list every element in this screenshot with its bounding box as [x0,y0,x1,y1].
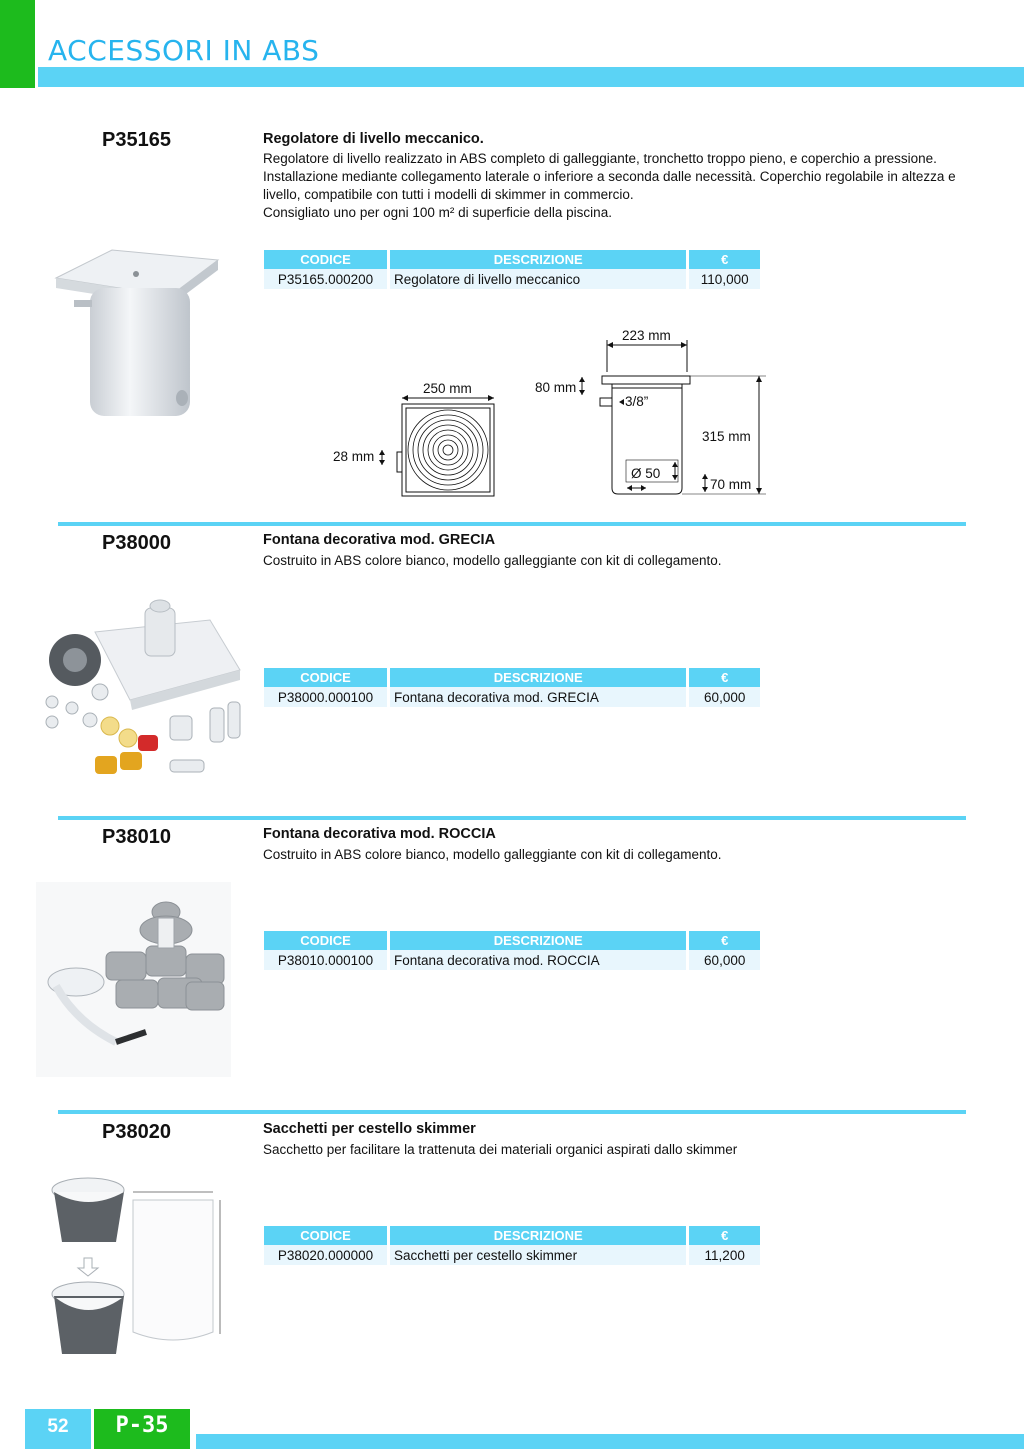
cell-descrizione: Fontana decorativa mod. ROCCIA [390,950,686,970]
header-codice: CODICE [264,1226,387,1245]
description-line: Consigliato uno per ogni 100 m² di superficie della piscina. [263,205,612,220]
cell-descrizione: Fontana decorativa mod. GRECIA [390,687,686,707]
price-table [261,1226,763,1265]
product-image-fountain-grecia [40,580,245,785]
description-line: Costruito in ABS colore bianco, modello galleggiante con kit di collegamento. [263,553,722,568]
cell-prezzo: 60,000 [689,950,760,970]
page-number: 52 [25,1409,91,1449]
dim-side: 28 mm [333,449,375,464]
table-row [264,950,760,970]
header-prezzo: € [689,668,760,687]
table-row [264,269,760,289]
header-prezzo: € [689,931,760,950]
product-title: Fontana decorativa mod. ROCCIA [263,826,496,842]
dim-thread: 3/8” [625,394,649,409]
cell-prezzo: 110,000 [689,269,760,289]
header-codice: CODICE [264,250,387,269]
dim-diameter-top: 223 mm [622,328,671,343]
product-title: Sacchetti per cestello skimmer [263,1121,476,1137]
description-line: Costruito in ABS colore bianco, modello galleggiante con kit di collegamento. [263,847,722,862]
cell-codice: P38000.000100 [264,687,387,707]
price-table [261,931,763,970]
page-title: ACCESSORI IN ABS [48,34,320,67]
dim-pipe: Ø 50 [631,466,661,481]
product-code: P38000 [102,532,171,554]
product-code: P38020 [102,1121,171,1143]
header-green-block [0,0,35,88]
description-line: Regolatore di livello realizzato in ABS completo di galleggiante, tronchetto troppo pieno, e coperchio a pressione. [263,151,937,166]
section-code: P-35 [94,1409,190,1449]
dim-width-top: 250 mm [423,381,472,396]
description-line: Sacchetto per facilitare la trattenuta dei materiali organici aspirati dallo skimmer [263,1142,738,1157]
header-descrizione: DESCRIZIONE [390,250,686,269]
description-line: Installazione mediante collegamento laterale o inferiore a seconda dalle necessità. Coperchio regolabile in altezza e livello, compatibile con tutti i modelli di skimmer in commercio. [263,169,956,202]
dim-collar: 80 mm [535,380,577,395]
header-prezzo: € [689,250,760,269]
header-codice: CODICE [264,668,387,687]
product-title: Fontana decorativa mod. GRECIA [263,532,496,548]
product-description [263,150,973,222]
header-codice: CODICE [264,931,387,950]
table-row [264,1245,760,1265]
cell-descrizione: Regolatore di livello meccanico [390,269,686,289]
product-image-skimmer-bags [48,1172,238,1364]
cell-codice: P38020.000000 [264,1245,387,1265]
product-description [263,552,973,570]
header-descrizione: DESCRIZIONE [390,931,686,950]
section-separator [58,816,966,820]
header-descrizione: DESCRIZIONE [390,1226,686,1245]
footer-bar [196,1434,1024,1449]
cell-codice: P38010.000100 [264,950,387,970]
price-table [261,250,763,289]
product-title: Regolatore di livello meccanico. [263,131,484,147]
header-prezzo: € [689,1226,760,1245]
price-table [261,668,763,707]
dim-bottom: 70 mm [710,477,752,492]
product-description [263,846,973,864]
product-code: P35165 [102,129,171,151]
section-separator [58,522,966,526]
product-code: P38010 [102,826,171,848]
cell-descrizione: Sacchetti per cestello skimmer [390,1245,686,1265]
cell-codice: P35165.000200 [264,269,387,289]
cell-prezzo: 60,000 [689,687,760,707]
cell-prezzo: 11,200 [689,1245,760,1265]
dim-height: 315 mm [702,429,751,444]
product-description [263,1141,973,1159]
header-bar [38,67,1024,87]
product-image-fountain-roccia [36,882,231,1077]
header-descrizione: DESCRIZIONE [390,668,686,687]
section-separator [58,1110,966,1114]
technical-drawing [320,320,780,505]
product-image-level-regulator [52,248,222,428]
table-row [264,687,760,707]
